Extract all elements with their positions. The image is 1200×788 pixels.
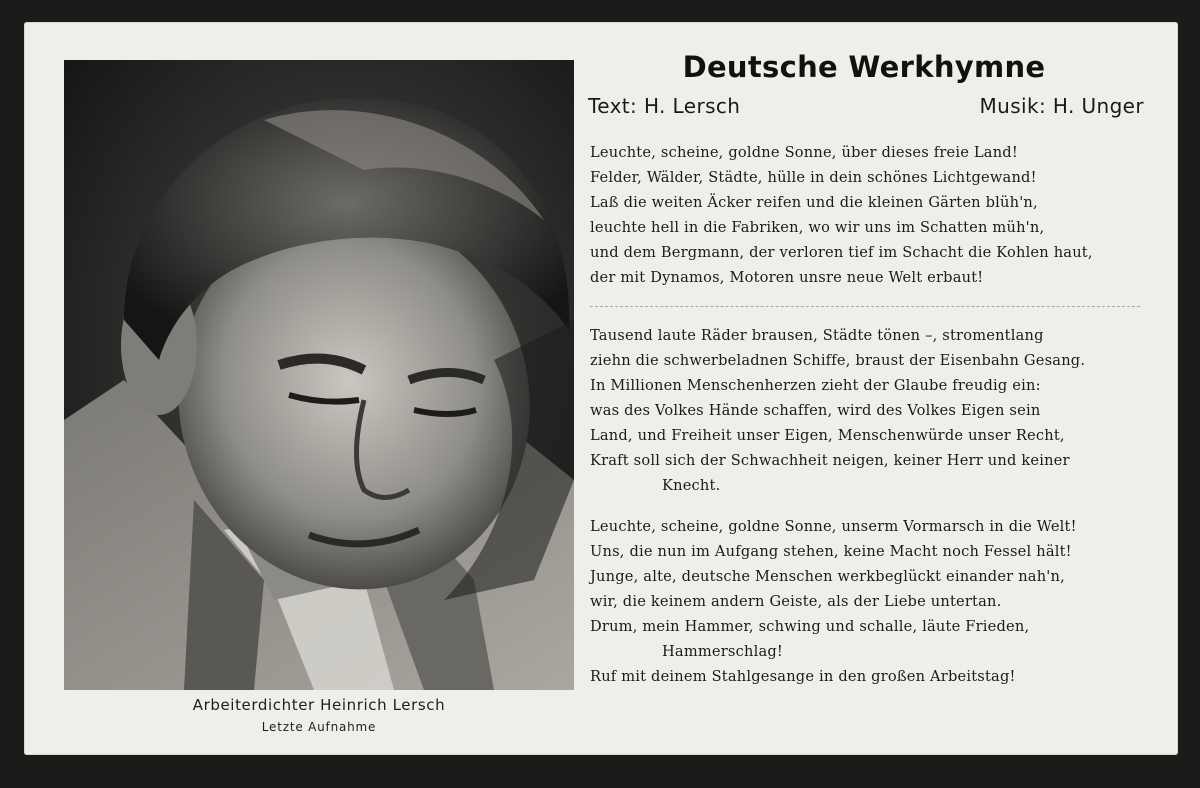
lyric-line: leuchte hell in die Fabriken, wo wir uns im Schatten müh'n, bbox=[590, 219, 1045, 236]
lyric-line: Knecht. bbox=[662, 477, 721, 494]
music-credit: Musik: H. Unger bbox=[979, 94, 1144, 118]
caption-note: Letzte Aufnahme bbox=[261, 720, 377, 734]
lyrics-credit: Text: H. Lersch bbox=[588, 94, 741, 118]
lyric-line: Tausend laute Räder brausen, Städte tönen –, stromentlang bbox=[590, 327, 1044, 344]
lyric-line: ziehn die schwerbeladnen Schiffe, braust der Eisenbahn Gesang. bbox=[590, 352, 1086, 369]
stanza-2 bbox=[590, 323, 1160, 498]
lyric-line: Ruf mit deinem Stahlgesange in den großen Arbeitstag! bbox=[590, 668, 1016, 685]
lyric-line: Leuchte, scheine, goldne Sonne, unserm Vormarsch in die Welt! bbox=[590, 518, 1077, 535]
stanza-1 bbox=[590, 140, 1160, 290]
song-lyrics bbox=[590, 140, 1160, 705]
lyric-line: Land, und Freiheit unser Eigen, Menschenwürde unser Recht, bbox=[590, 427, 1065, 444]
portrait-photo bbox=[64, 60, 574, 690]
lyric-line: Hammerschlag! bbox=[662, 643, 783, 660]
photo-caption bbox=[64, 696, 574, 734]
lyric-line: Uns, die nun im Aufgang stehen, keine Macht noch Fessel hält! bbox=[590, 543, 1072, 560]
stanza-divider bbox=[590, 306, 1140, 315]
lyric-line: und dem Bergmann, der verloren tief im Schacht die Kohlen haut, bbox=[590, 244, 1093, 261]
caption-name: Arbeiterdichter Heinrich Lersch bbox=[192, 696, 446, 714]
lyric-line: Felder, Wälder, Städte, hülle in dein schönes Lichtgewand! bbox=[590, 169, 1037, 186]
postcard bbox=[24, 22, 1178, 755]
portrait-illustration bbox=[64, 60, 574, 690]
lyric-line: Junge, alte, deutsche Menschen werkbeglückt einander nah'n, bbox=[590, 568, 1065, 585]
song-title: Deutsche Werkhymne bbox=[682, 50, 1046, 84]
lyric-line: Laß die weiten Äcker reifen und die kleinen Gärten blüh'n, bbox=[590, 194, 1038, 211]
lyric-line: Drum, mein Hammer, schwing und schalle, läute Frieden, bbox=[590, 618, 1030, 635]
stanza-3 bbox=[590, 514, 1160, 689]
lyric-line: Leuchte, scheine, goldne Sonne, über dieses freie Land! bbox=[590, 144, 1018, 161]
lyric-line: wir, die keinem andern Geiste, als der Liebe untertan. bbox=[590, 593, 1002, 610]
lyric-line: der mit Dynamos, Motoren unsre neue Welt erbaut! bbox=[590, 269, 984, 286]
lyric-line: Kraft soll sich der Schwachheit neigen, keiner Herr und keiner bbox=[590, 452, 1070, 469]
lyric-line: was des Volkes Hände schaffen, wird des Volkes Eigen sein bbox=[590, 402, 1041, 419]
lyric-line: In Millionen Menschenherzen zieht der Glaube freudig ein: bbox=[590, 377, 1041, 394]
